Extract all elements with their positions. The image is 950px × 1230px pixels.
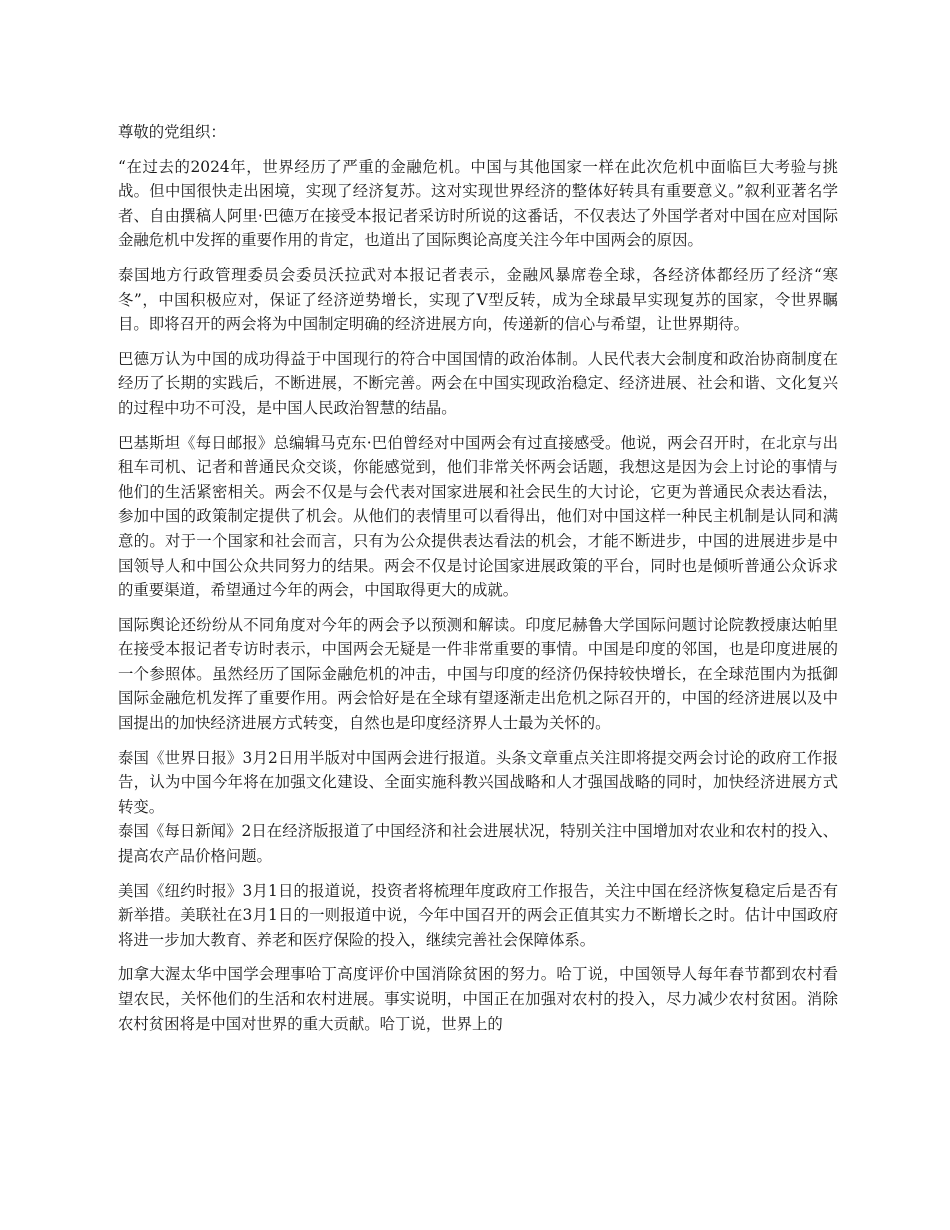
paragraph-5: 国际舆论还纷纷从不同角度对今年的两会予以预测和解读。印度尼赫鲁大学国际问题讨论院教授康达帕里在接受本报记者专访时表示，中国两会无疑是一件非常重要的事情。中国是印度的邻国，也是印度进展的一个参照体。虽然经历了国际金融危机的冲击，中国与印度的经济仍保持较快增长，在全球范围内为抵御国际金融危机发挥了重要作用。两会恰好是在全球有望逐渐走出危机之际召开的，中国的经济进展以及中国提出的加快经济进展方式转变，自然也是印度经济界人士最为关怀的。 [118, 615, 838, 733]
paragraph-2: 泰国地方行政管理委员会委员沃拉武对本报记者表示，金融风暴席卷全球，各经济体都经历了经济“寒冬”，中国积极应对，保证了经济逆势增长，实现了V型反转，成为全球最早实现复苏的国家，令世界瞩目。即将召开的两会将为中国制定明确的经济进展方向，传递新的信心与希望，让世界期待。 [118, 265, 838, 334]
paragraph-6: 泰国《世界日报》3月2日用半版对中国两会进行报道。头条文章重点关注即将提交两会讨论的政府工作报告，认为中国今年将在加强文化建设、全面实施科教兴国战略和人才强国战略的同时，加快经济进展方式转变。 [118, 748, 838, 816]
paragraph-1: “在过去的2024年，世界经历了严重的金融危机。中国与其他国家一样在此次危机中面临巨大考验与挑战。但中国很快走出困境，实现了经济复苏。这对实现世界经济的整体好转具有重要意义。”叙利亚著名学者、自由撰稿人阿里·巴德万在接受本报记者采访时所说的这番话，不仅表达了外国学者对中国在应对国际金融危机中发挥的重要作用的肯定，也道出了国际舆论高度关注今年中国两会的原因。 [118, 157, 838, 250]
salutation: 尊敬的党组织： [118, 123, 226, 141]
paragraph-7: 泰国《每日新闻》2日在经济版报道了中国经济和社会进展状况，特别关注中国增加对农业和农村的投入、提高农产品价格问题。 [118, 822, 838, 866]
paragraph-4: 巴基斯坦《每日邮报》总编辑马克东·巴伯曾经对中国两会有过直接感受。他说，两会召开时，在北京与出租车司机、记者和普通民众交谈，你能感觉到，他们非常关怀两会话题，我想这是因为会上讨论的事情与他们的生活紧密相关。两会不仅是与会代表对国家进展和社会民生的大讨论，它更为普通民众表达看法，参加中国的政策制定提供了机会。从他们的表情里可以看得出，他们对中国这样一种民主机制是认同和满意的。对于一个国家和社会而言，只有为公众提供表达看法的机会，才能不断进步，中国的进展进步是中国领导人和中国公众共同努力的结果。两会不仅是讨论国家进展政策的平台，同时也是倾听普通公众诉求的重要渠道，希望通过今年的两会，中国取得更大的成就。 [118, 433, 838, 600]
paragraph-9: 加拿大渥太华中国学会理事哈丁高度评价中国消除贫困的努力。哈丁说，中国领导人每年春节都到农村看望农民，关怀他们的生活和农村进展。事实说明，中国正在加强对农村的投入，尽力减少农村贫困。消除农村贫困将是中国对世界的重大贡献。哈丁说，世界上的 [118, 965, 838, 1033]
paragraph-3: 巴德万认为中国的成功得益于中国现行的符合中国国情的政治体制。人民代表大会制度和政治协商制度在经历了长期的实践后，不断进展，不断完善。两会在中国实现政治稳定、经济进展、社会和谐、文化复兴的过程中功不可没，是中国人民政治智慧的结晶。 [118, 349, 838, 417]
paragraph-8: 美国《纽约时报》3月1日的报道说，投资者将梳理年度政府工作报告，关注中国在经济恢复稳定后是否有新举措。美联社在3月1日的一则报道中说，今年中国召开的两会正值其实力不断增长之时。估计中国政府将进一步加大教育、养老和医疗保险的投入，继续完善社会保障体系。 [118, 881, 838, 949]
document-body [118, 120, 838, 1046]
